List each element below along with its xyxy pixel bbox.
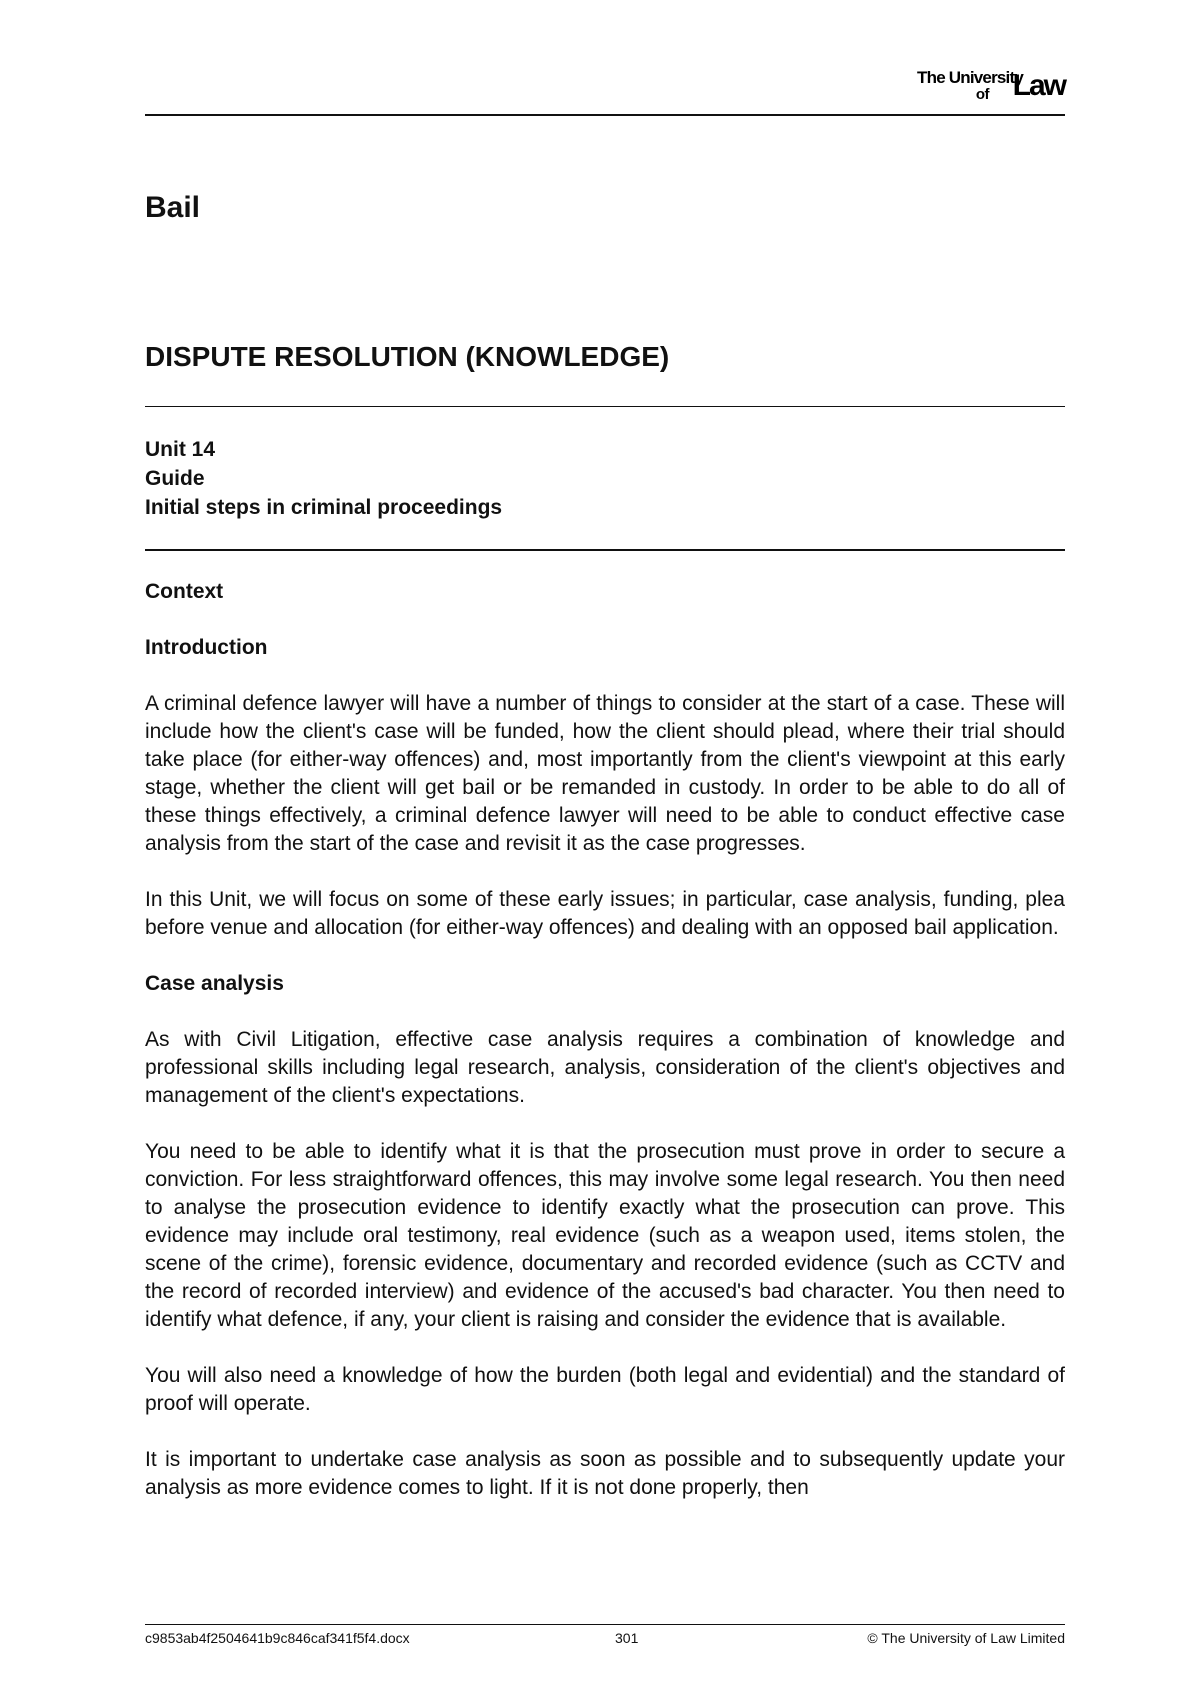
footer-rule [145, 1624, 1065, 1625]
document-page [145, 0, 1065, 1698]
unit-block [145, 435, 502, 522]
logo-line-3: Law [1012, 69, 1065, 102]
unit-rule [145, 549, 1065, 551]
document-title: Bail [145, 191, 201, 224]
case-analysis-paragraph-3: You will also need a knowledge of how the burden (both legal and evidential) and the standard of proof will operate. [145, 1364, 1065, 1415]
course-title: DISPUTE RESOLUTION (KNOWLEDGE) [145, 341, 670, 372]
case-analysis-paragraph-4: It is important to undertake case analysis as soon as possible and to subsequently update your analysis as more evidence comes to light. If it is not done properly, then [145, 1448, 1065, 1499]
document-type: Guide [145, 467, 205, 490]
intro-paragraph-1: A criminal defence lawyer will have a number of things to consider at the start of a case. These will include how the client's case will be funded, how the client should plead, where their trial should take place (for either-way offences) and, most importantly from the client's viewpoint at this early stage, whether the client will get bail or be remanded in custody. In order to be able to do all of these things effectively, a criminal defence lawyer will need to be able to conduct effective case analysis from the start of the case and revisit it as the case progresses. [145, 692, 1065, 855]
introduction-heading: Introduction [145, 636, 268, 659]
unit-subtitle: Initial steps in criminal proceedings [145, 496, 503, 519]
logo-line-2: of [975, 86, 989, 103]
main-content [145, 578, 1065, 1530]
intro-paragraph-2: In this Unit, we will focus on some of these early issues; in particular, case analysis, funding, plea before venue and allocation (for either-way offences) and dealing with an opposed bail application. [145, 888, 1065, 939]
case-analysis-heading: Case analysis [145, 972, 284, 995]
footer-page-number: 301 [615, 1630, 639, 1646]
context-heading: Context [145, 580, 224, 603]
footer-filename: c9853ab4f2504641b9c846caf341f5f4.docx [145, 1630, 410, 1646]
case-analysis-paragraph-2: You need to be able to identify what it is that the prosecution must prove in order to secure a conviction. For less straightforward offences, this may involve some legal research. You then need to analyse the prosecution evidence to identify exactly what the prosecution can prove. This evidence may include oral testimony, real evidence (such as a weapon used, items stolen, the scene of the crime), forensic evidence, documentary and recorded evidence (such as CCTV and the record of recorded interview) and evidence of the accused's bad character. You then need to identify what defence, if any, your client is raising and consider the evidence that is available. [145, 1140, 1065, 1331]
university-logo [855, 66, 1065, 106]
page-footer [145, 1630, 1065, 1650]
case-analysis-paragraph-1: As with Civil Litigation, effective case analysis requires a combination of knowledge and professional skills including legal research, analysis, consideration of the client's objectives and management of the client's expectations. [145, 1028, 1065, 1107]
logo-line-1: The University [917, 68, 1023, 87]
header-rule [145, 114, 1065, 116]
unit-number: Unit 14 [145, 438, 216, 461]
footer-copyright: © The University of Law Limited [867, 1630, 1065, 1646]
title-rule [145, 406, 1065, 407]
